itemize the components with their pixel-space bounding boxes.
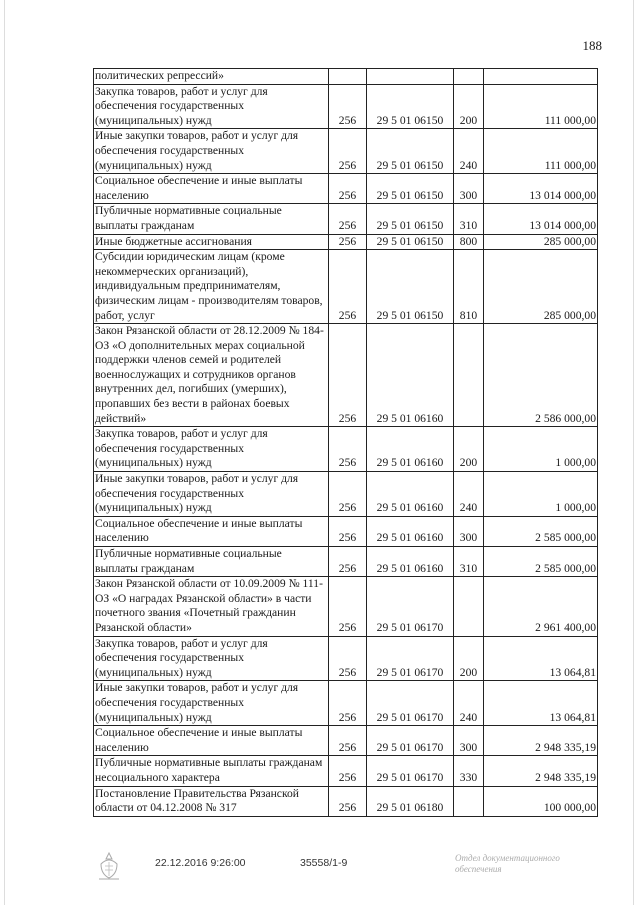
row-name-cell: Социальное обеспечение и иные выплаты населению (94, 174, 329, 204)
row-vr-cell: 300 (454, 174, 484, 204)
row-code-cell: 256 (329, 547, 367, 577)
row-csr-cell: 29 5 01 06170 (367, 636, 454, 681)
row-csr-cell: 29 5 01 06160 (367, 472, 454, 517)
row-name-cell: Закупка товаров, работ и услуг для обеспечения государственных (муниципальных) нужд (94, 84, 329, 129)
row-name-cell: Закупка товаров, работ и услуг для обеспечения государственных (муниципальных) нужд (94, 636, 329, 681)
row-code-cell: 256 (329, 84, 367, 129)
row-sum-cell: 2 961 400,00 (484, 577, 598, 636)
row-csr-cell: 29 5 01 06160 (367, 516, 454, 546)
table-row (94, 234, 598, 250)
row-vr-cell (454, 786, 484, 816)
row-sum-cell (484, 69, 598, 85)
row-vr-cell: 200 (454, 84, 484, 129)
row-sum-cell: 285 000,00 (484, 250, 598, 324)
row-csr-cell: 29 5 01 06160 (367, 324, 454, 427)
page-number: 188 (582, 38, 602, 53)
scan-edge-left (4, 0, 5, 905)
row-sum-cell: 1 000,00 (484, 427, 598, 472)
row-sum-cell: 2 948 335,19 (484, 726, 598, 756)
row-name-cell: Закон Рязанской области от 28.12.2009 № 184-ОЗ «О дополнительных мерах социальной поддержки членов семей и родителей военнослужащих и сотрудников органов внутренних дел, погибших (умерших), пропавших без вести в районах боевых действий» (94, 324, 329, 427)
row-code-cell: 256 (329, 756, 367, 786)
row-code-cell: 256 (329, 250, 367, 324)
row-code-cell: 256 (329, 726, 367, 756)
table-row (94, 756, 598, 786)
row-vr-cell: 310 (454, 547, 484, 577)
row-sum-cell: 285 000,00 (484, 234, 598, 250)
row-csr-cell: 29 5 01 06180 (367, 786, 454, 816)
row-vr-cell (454, 324, 484, 427)
budget-table (93, 68, 598, 817)
row-csr-cell: 29 5 01 06150 (367, 174, 454, 204)
row-sum-cell: 111 000,00 (484, 129, 598, 174)
row-name-cell: Публичные нормативные социальные выплаты гражданам (94, 204, 329, 234)
row-name-cell: Социальное обеспечение и иные выплаты населению (94, 516, 329, 546)
table-row (94, 84, 598, 129)
row-csr-cell (367, 69, 454, 85)
footer-datetime: 22.12.2016 9:26:00 (155, 857, 246, 869)
row-code-cell (329, 69, 367, 85)
row-vr-cell (454, 69, 484, 85)
row-vr-cell: 300 (454, 516, 484, 546)
row-vr-cell: 330 (454, 756, 484, 786)
row-code-cell: 256 (329, 129, 367, 174)
table-row (94, 726, 598, 756)
table-row (94, 547, 598, 577)
row-vr-cell: 240 (454, 129, 484, 174)
row-csr-cell: 29 5 01 06170 (367, 681, 454, 726)
scan-edge-right (633, 0, 634, 905)
row-code-cell: 256 (329, 577, 367, 636)
row-name-cell: Публичные нормативные выплаты гражданам несоциального характера (94, 756, 329, 786)
row-code-cell: 256 (329, 174, 367, 204)
footer-stamp: Отдел документационного обеспечения (455, 853, 560, 874)
row-vr-cell: 810 (454, 250, 484, 324)
row-name-cell: Иные бюджетные ассигнования (94, 234, 329, 250)
row-code-cell: 256 (329, 636, 367, 681)
table-row (94, 516, 598, 546)
row-vr-cell (454, 577, 484, 636)
row-code-cell: 256 (329, 234, 367, 250)
row-csr-cell: 29 5 01 06170 (367, 577, 454, 636)
row-sum-cell: 111 000,00 (484, 84, 598, 129)
row-code-cell: 256 (329, 324, 367, 427)
row-sum-cell: 1 000,00 (484, 472, 598, 517)
table-row (94, 250, 598, 324)
table-row (94, 577, 598, 636)
row-csr-cell: 29 5 01 06150 (367, 204, 454, 234)
row-csr-cell: 29 5 01 06160 (367, 547, 454, 577)
row-csr-cell: 29 5 01 06160 (367, 427, 454, 472)
table-row (94, 324, 598, 427)
row-name-cell: Закупка товаров, работ и услуг для обеспечения государственных (муниципальных) нужд (94, 427, 329, 472)
table-row (94, 69, 598, 85)
row-csr-cell: 29 5 01 06170 (367, 726, 454, 756)
row-name-cell: политических репрессий» (94, 69, 329, 85)
row-vr-cell: 300 (454, 726, 484, 756)
row-csr-cell: 29 5 01 06150 (367, 250, 454, 324)
row-vr-cell: 240 (454, 472, 484, 517)
row-sum-cell: 2 585 000,00 (484, 547, 598, 577)
row-name-cell: Постановление Правительства Рязанской области от 04.12.2008 № 317 (94, 786, 329, 816)
row-sum-cell: 13 014 000,00 (484, 204, 598, 234)
row-name-cell: Закон Рязанской области от 10.09.2009 № 111-ОЗ «О наградах Рязанской области» в части почетного звания «Почетный гражданин Рязанской области» (94, 577, 329, 636)
row-sum-cell: 2 586 000,00 (484, 324, 598, 427)
row-vr-cell: 310 (454, 204, 484, 234)
row-vr-cell: 800 (454, 234, 484, 250)
row-sum-cell: 13 014 000,00 (484, 174, 598, 204)
row-sum-cell: 2 585 000,00 (484, 516, 598, 546)
row-name-cell: Иные закупки товаров, работ и услуг для обеспечения государственных (муниципальных) нужд (94, 129, 329, 174)
table-row (94, 427, 598, 472)
row-code-cell: 256 (329, 786, 367, 816)
table-row (94, 472, 598, 517)
row-sum-cell: 2 948 335,19 (484, 756, 598, 786)
row-name-cell: Иные закупки товаров, работ и услуг для обеспечения государственных (муниципальных) нужд (94, 472, 329, 517)
table-row (94, 681, 598, 726)
table-row (94, 786, 598, 816)
footer-doc-number: 35558/1-9 (300, 857, 348, 869)
table-row (94, 174, 598, 204)
row-csr-cell: 29 5 01 06150 (367, 129, 454, 174)
row-csr-cell: 29 5 01 06150 (367, 84, 454, 129)
row-csr-cell: 29 5 01 06170 (367, 756, 454, 786)
row-name-cell: Публичные нормативные социальные выплаты гражданам (94, 547, 329, 577)
emblem-logo-icon (95, 850, 123, 882)
row-sum-cell: 13 064,81 (484, 681, 598, 726)
row-code-cell: 256 (329, 681, 367, 726)
row-code-cell: 256 (329, 472, 367, 517)
row-code-cell: 256 (329, 516, 367, 546)
row-sum-cell: 100 000,00 (484, 786, 598, 816)
table-row (94, 204, 598, 234)
row-name-cell: Иные закупки товаров, работ и услуг для обеспечения государственных (муниципальных) нужд (94, 681, 329, 726)
row-code-cell: 256 (329, 427, 367, 472)
row-csr-cell: 29 5 01 06150 (367, 234, 454, 250)
row-vr-cell: 200 (454, 636, 484, 681)
table-row (94, 636, 598, 681)
row-name-cell: Социальное обеспечение и иные выплаты населению (94, 726, 329, 756)
table-row (94, 129, 598, 174)
row-sum-cell: 13 064,81 (484, 636, 598, 681)
row-vr-cell: 240 (454, 681, 484, 726)
row-code-cell: 256 (329, 204, 367, 234)
row-name-cell: Субсидии юридическим лицам (кроме некоммерческих организаций), индивидуальным предпринимателям, физическим лицам - производителям товаров, работ, услуг (94, 250, 329, 324)
row-vr-cell: 200 (454, 427, 484, 472)
